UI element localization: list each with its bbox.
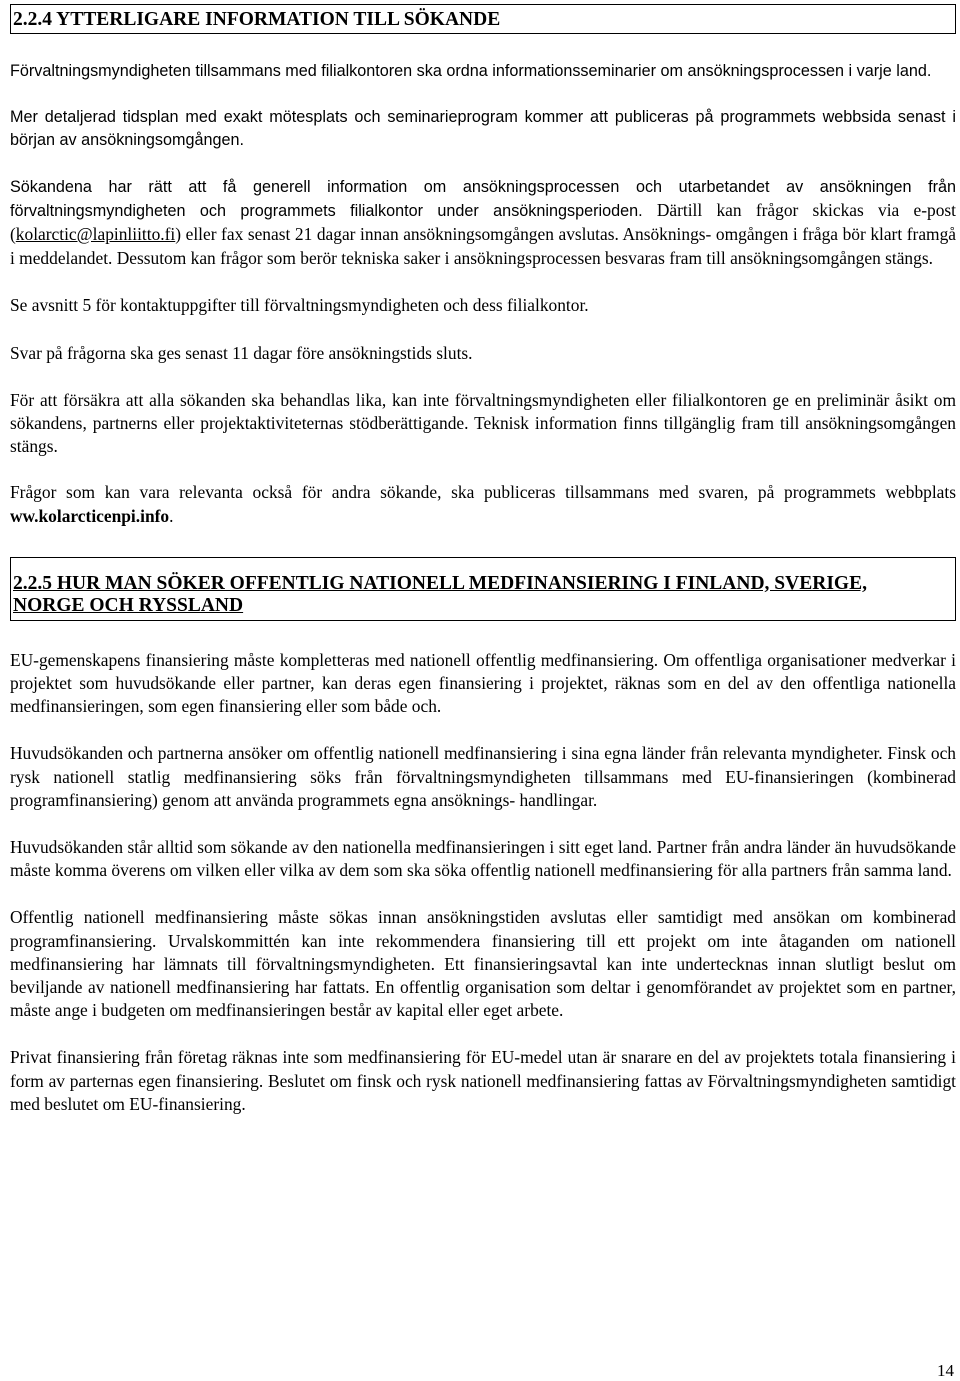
section-heading-line: NORGE OCH RYSSLAND [13, 594, 244, 616]
paragraph-private-financing: Privat finansiering från företag räknas inte som medfinansiering för EU-medel utan är snarare en del av projektets totala finansiering i form av parternas egen finansiering. Beslutet om finsk och rysk nationell medfinansiering fattas av Förvaltningsmyndigheten samtidigt med beslutet om EU-finansiering. [10, 1047, 956, 1114]
section-heading-line: 2.2.5 HUR MAN SÖKER OFFENTLIG NATIONELL MEDFINANSIERING I FINLAND, SVERIGE, [13, 572, 867, 594]
paragraph-lead-applicant: Huvudsökanden står alltid som sökande av den nationella medfinansieringen i sitt eget land. Partner från andra länder än huvudsökande måste komma överens om vilken eller vilka av dem som ska söka offentlig nationell medfinansiering för alla partners från samma land. [10, 837, 956, 881]
paragraph-application-deadline: Offentlig nationell medfinansiering måste sökas innan ansökningstiden avslutas eller samtidigt med ansökan om kombinerad programfinansiering. Urvalskommittén kan inte rekommendera finansiering till ett projekt om inte åtaganden om nationell medfinansiering har lämnats till förvaltningsmyndigheten. Ett finansieringsavtal kan inte undertecknas innan slutligt beslut om beviljande av nationell medfinansiering har fattats. En offentlig organisation som deltar i genomförandet av projektet som en partner, måste ange i budgeten om medfinansieringen består av kapital eller eget arbete. [10, 907, 956, 1021]
paragraph-text: Därtill kan frågor skickas via e-post ( [10, 199, 956, 245]
paragraph-text: Sökandena har rätt att få generell information om ansökningsprocessen och utarbetandet av ansökningen från förvaltningsmyndigheten och programmets filialkontor under ansökningsperioden. [10, 177, 956, 220]
paragraph-answer-deadline: Svar på frågorna ska ges senast 11 dagar före ansökningstids sluts. [10, 342, 473, 363]
paragraph-text: . [169, 505, 174, 526]
section-heading-2-2-5 [10, 557, 956, 621]
section-heading-text: 2.2.4 YTTERLIGARE INFORMATION TILL SÖKANDE [13, 9, 501, 30]
paragraph-equal-treatment: För att försäkra att alla sökanden ska behandlas lika, kan inte förvaltningsmyndigheten eller filialkontoren ge en preliminär åsikt om sökandens, partnerns eller projektaktiviteternas stödberättigande. Teknisk information finns tillgänglig fram till ansökningsomgången stängs. [10, 389, 956, 457]
paragraph-contact-reference: Se avsnitt 5 för kontaktuppgifter till förvaltningsmyndigheten och dess filialkontor. [10, 295, 589, 316]
paragraph-general-information [10, 176, 956, 272]
paragraph-eu-financing: EU-gemenskapens finansiering måste kompletteras med nationell offentlig medfinansiering. Om offentliga organisationer medverkar i projektet som huvudsökande eller partner, kan deras egen finansiering i projektet, räknas som en del av den offentliga nationella medfinansieringen, som egen finansiering eller som både och. [10, 649, 956, 717]
paragraph-text: Frågor som kan vara relevanta också för andra sökande, ska publiceras tillsammans med svaren, på programmets webbplats [10, 482, 956, 503]
paragraph-publication [10, 481, 956, 527]
website-link[interactable]: ww.kolarcticenpi.info [10, 505, 170, 526]
paragraph-applicants: Huvudsökanden och partnerna ansöker om offentlig nationell medfinansiering i sina egna länder från relevanta myndigheter. Finsk och rysk nationell statlig medfinansiering söks från förvaltningsmyndigheten tillsammans med EU-finansieringen (kombinerad programfinansiering) genom att använda programmets egna ansöknings- handlingar. [10, 743, 956, 810]
paragraph-seminars: Förvaltningsmyndigheten tillsammans med filialkontoren ska ordna informationsseminarier om ansökningsprocessen i varje land. [10, 62, 932, 80]
page-number: 14 [937, 1361, 954, 1380]
section-heading-2-2-4 [10, 4, 956, 34]
paragraph-text: ) eller fax senast 21 dagar innan ansökningsomgången avslutas. Ansöknings- omgången i fråga bör klart framgå i meddelandet. Dessutom kan frågor som berör tekniska saker i ansökningsprocessen besvaras fram till ansökningsomgången stängs. [10, 224, 956, 269]
document-page [10, 4, 956, 1116]
email-link[interactable]: kolarctic@lapinliitto.fi [15, 224, 176, 245]
paragraph-timetable: Mer detaljerad tidsplan med exakt mötesplats och seminarieprogram kommer att publiceras på programmets webbsida senast i början av ansökningsomgången. [10, 108, 956, 150]
